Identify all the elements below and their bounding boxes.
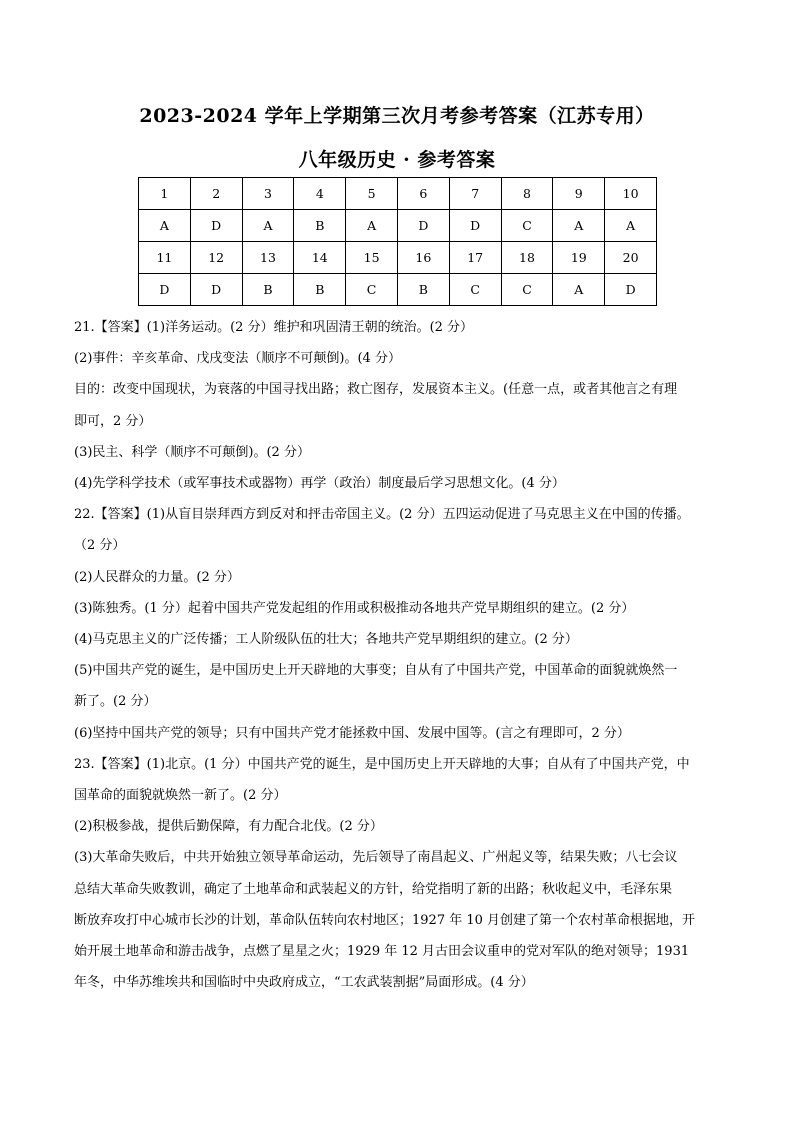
answer-line: (4)先学科学技术（或军事技术或器物）再学（政治）制度最后学习思想文化。(4 分） — [74, 476, 565, 492]
answer-line: 22.【答案】(1)从盲目崇拜西方到反对和抨击帝国主义。(2 分）五四运动促进了马克思主义在中国的传播。 — [74, 507, 690, 523]
answer-line: (4)马克思主义的广泛传播；工人阶级队伍的壮大；各地共产党早期组织的建立。(2 分） — [74, 632, 578, 648]
question-number-cell: 15 — [346, 242, 398, 274]
question-number-cell: 7 — [449, 178, 501, 210]
question-number-cell: 18 — [501, 242, 553, 274]
answer-cell: C — [449, 274, 501, 306]
answer-cell: D — [397, 210, 449, 242]
answer-cell: D — [449, 210, 501, 242]
answer-line: (5)中国共产党的诞生，是中国历史上开天辟地的大事变；自从有了中国共产党，中国革命的面貌就焕然一 — [74, 663, 678, 679]
answer-line: 新了。(2 分） — [74, 694, 157, 710]
answer-cell: C — [501, 274, 553, 306]
page-subtitle: 八年级历史 · 参考答案 — [298, 149, 496, 171]
answer-cell: A — [553, 274, 605, 306]
answer-cell: B — [294, 210, 346, 242]
question-number-cell: 5 — [346, 178, 398, 210]
answer-line: (2)事件：辛亥革命、戊戌变法（顺序不可颠倒)。(4 分） — [74, 351, 401, 367]
answer-cell: C — [346, 274, 398, 306]
answer-row — [139, 210, 657, 242]
question-number-cell: 19 — [553, 242, 605, 274]
answer-line: (3)陈独秀。(1 分）起着中国共产党发起组的作用或积极推动各地共产党早期组织的建立。(2 分） — [74, 600, 635, 616]
question-number-cell: 17 — [449, 242, 501, 274]
question-number-cell: 6 — [397, 178, 449, 210]
answer-cell: D — [605, 274, 657, 306]
question-number-row — [139, 178, 657, 210]
answer-cell: C — [501, 210, 553, 242]
question-number-cell: 20 — [605, 242, 657, 274]
answer-cell: B — [242, 274, 294, 306]
question-number-cell: 9 — [553, 178, 605, 210]
answer-line: 年冬，中华苏维埃共和国临时中央政府成立，“工农武装割据”局面形成。(4 分） — [74, 975, 534, 991]
answer-line: 23.【答案】(1)北京。(1 分）中国共产党的诞生，是中国历史上开天辟地的大事；自从有了中国共产党，中 — [74, 756, 690, 772]
question-number-row — [139, 242, 657, 274]
answer-line: 断放弃攻打中心城市长沙的计划，革命队伍转向农村地区；1927 年 10 月创建了第一个农村革命根据地，开 — [74, 912, 696, 928]
answer-line: 国革命的面貌就焕然一新了。(2 分） — [74, 788, 287, 804]
question-number-cell: 4 — [294, 178, 346, 210]
answer-row — [139, 274, 657, 306]
question-number-cell: 1 — [139, 178, 191, 210]
question-number-cell: 3 — [242, 178, 294, 210]
answer-cell: D — [190, 210, 242, 242]
question-number-cell: 10 — [605, 178, 657, 210]
page-title: 2023-2024 学年上学期第三次月考参考答案（江苏专用） — [139, 105, 655, 127]
answer-cell: A — [346, 210, 398, 242]
answer-cell: A — [242, 210, 294, 242]
question-number-cell: 13 — [242, 242, 294, 274]
answer-text — [74, 312, 726, 998]
answer-line: 始开展土地革命和游击战争，点燃了星星之火；1929 年 12 月古田会议重申的党对军队的绝对领导；1931 — [74, 944, 690, 960]
question-number-cell: 8 — [501, 178, 553, 210]
answer-cell: A — [605, 210, 657, 242]
answer-line: (2)积极参战，提供后勤保障，有力配合北伐。(2 分） — [74, 819, 383, 835]
question-number-cell: 16 — [397, 242, 449, 274]
answer-cell: A — [553, 210, 605, 242]
answer-cell: A — [139, 210, 191, 242]
answer-cell: B — [294, 274, 346, 306]
answer-cell: B — [397, 274, 449, 306]
answer-line: 即可，2 分） — [74, 413, 152, 429]
answer-line: (6)坚持中国共产党的领导；只有中国共产党才能拯救中国、发展中国等。(言之有理即可，2 分） — [74, 725, 630, 741]
answer-line: （2 分） — [74, 538, 126, 554]
answer-cell: D — [139, 274, 191, 306]
answer-line: (3)大革命失败后，中共开始独立领导革命运动，先后领导了南昌起义、广州起义等，结果失败；八七会议 — [74, 850, 678, 866]
answer-line: 总结大革命失败教训，确定了土地革命和武装起义的方针，给党指明了新的出路；秋收起义中，毛泽东果 — [74, 881, 673, 897]
answer-line: (2)人民群众的力量。(2 分） — [74, 569, 240, 585]
answer-line: (3)民主、科学（顺序不可颠倒)。(2 分） — [74, 444, 310, 460]
answer-line: 21.【答案】(1)洋务运动。(2 分）维护和巩固清王朝的统治。(2 分） — [74, 320, 474, 335]
answer-table — [138, 177, 657, 306]
question-number-cell: 11 — [139, 242, 191, 274]
question-number-cell: 12 — [190, 242, 242, 274]
question-number-cell: 14 — [294, 242, 346, 274]
question-number-cell: 2 — [190, 178, 242, 210]
answer-line: 目的：改变中国现状，为衰落的中国寻找出路；救亡图存，发展资本主义。(任意一点，或者其他言之有理 — [74, 382, 678, 398]
answer-cell: D — [190, 274, 242, 306]
